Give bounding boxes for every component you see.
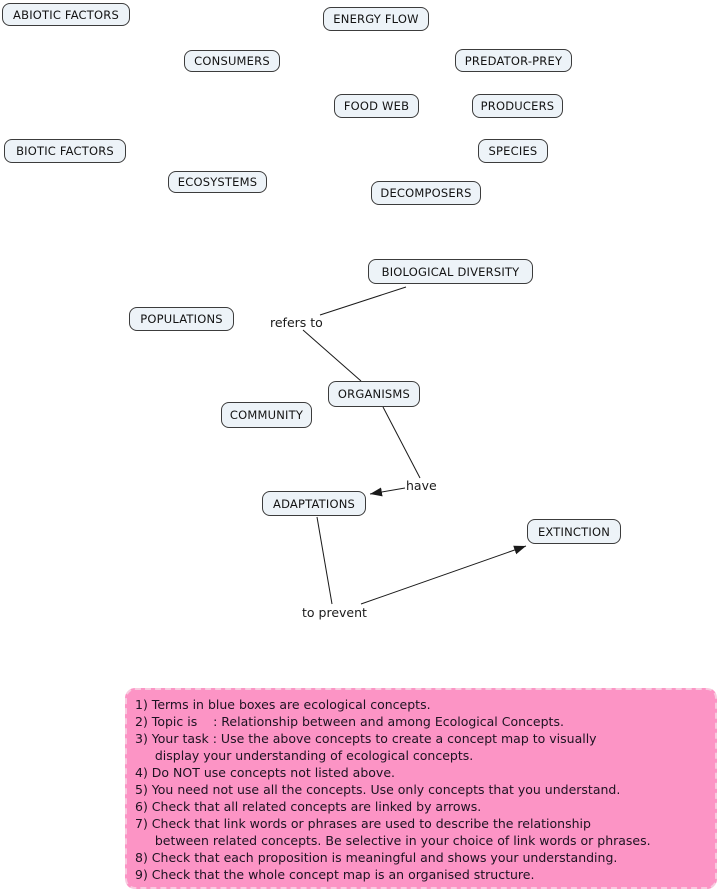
instruction-line-3b: display your understanding of ecological concepts. — [135, 748, 474, 763]
link-line-have-to-adaptations[interactable] — [370, 488, 405, 494]
concept-consumers[interactable]: CONSUMERS — [184, 50, 280, 72]
concept-species[interactable]: SPECIES — [478, 139, 548, 163]
concept-energy-flow[interactable]: ENERGY FLOW — [323, 7, 429, 31]
instruction-line-7: 7) Check that link words or phrases are used to describe the relationship — [135, 816, 591, 831]
instruction-line-1: 1) Terms in blue boxes are ecological concepts. — [135, 697, 431, 712]
link-line-refers-to-to-organisms[interactable] — [303, 330, 361, 381]
link-label-have[interactable]: have — [406, 478, 437, 493]
link-label-to-prevent[interactable]: to prevent — [302, 605, 367, 620]
link-line-organisms-to-have[interactable] — [383, 407, 420, 478]
instruction-line-7b: between related concepts. Be selective in your choice of link words or phrases. — [135, 833, 651, 848]
link-line-to-prevent-to-extinction[interactable] — [361, 546, 526, 604]
concept-biotic-factors[interactable]: BIOTIC FACTORS — [4, 139, 126, 163]
instruction-line-2: 2) Topic is : Relationship between and among Ecological Concepts. — [135, 714, 564, 729]
concept-organisms[interactable]: ORGANISMS — [328, 381, 420, 407]
instruction-line-9: 9) Check that the whole concept map is an organised structure. — [135, 867, 535, 882]
link-label-refers-to[interactable]: refers to — [270, 315, 323, 330]
concept-decomposers[interactable]: DECOMPOSERS — [371, 181, 481, 205]
link-line-adaptations-to-to-prevent[interactable] — [317, 517, 332, 604]
instruction-line-5: 5) You need not use all the concepts. Use only concepts that you understand. — [135, 782, 621, 797]
concept-ecosystems[interactable]: ECOSYSTEMS — [168, 171, 267, 193]
concept-food-web[interactable]: FOOD WEB — [334, 94, 419, 118]
instruction-line-6: 6) Check that all related concepts are linked by arrows. — [135, 799, 482, 814]
concept-extinction[interactable]: EXTINCTION — [527, 519, 621, 544]
link-line-biological-diversity-to-refers-to[interactable] — [320, 287, 406, 315]
concept-adaptations[interactable]: ADAPTATIONS — [262, 491, 366, 516]
instruction-line-3: 3) Your task : Use the above concepts to create a concept map to visually — [135, 731, 597, 746]
concept-populations[interactable]: POPULATIONS — [129, 307, 234, 331]
concept-producers[interactable]: PRODUCERS — [472, 94, 563, 118]
concept-biological-diversity[interactable]: BIOLOGICAL DIVERSITY — [368, 259, 533, 284]
instruction-line-4: 4) Do NOT use concepts not listed above. — [135, 765, 395, 780]
concept-predator-prey[interactable]: PREDATOR-PREY — [455, 49, 572, 72]
instruction-line-8: 8) Check that each proposition is meaningful and shows your understanding. — [135, 850, 618, 865]
concept-community[interactable]: COMMUNITY — [221, 402, 312, 428]
instructions-panel[interactable] — [125, 688, 717, 889]
concept-abiotic-factors[interactable]: ABIOTIC FACTORS — [2, 3, 130, 26]
